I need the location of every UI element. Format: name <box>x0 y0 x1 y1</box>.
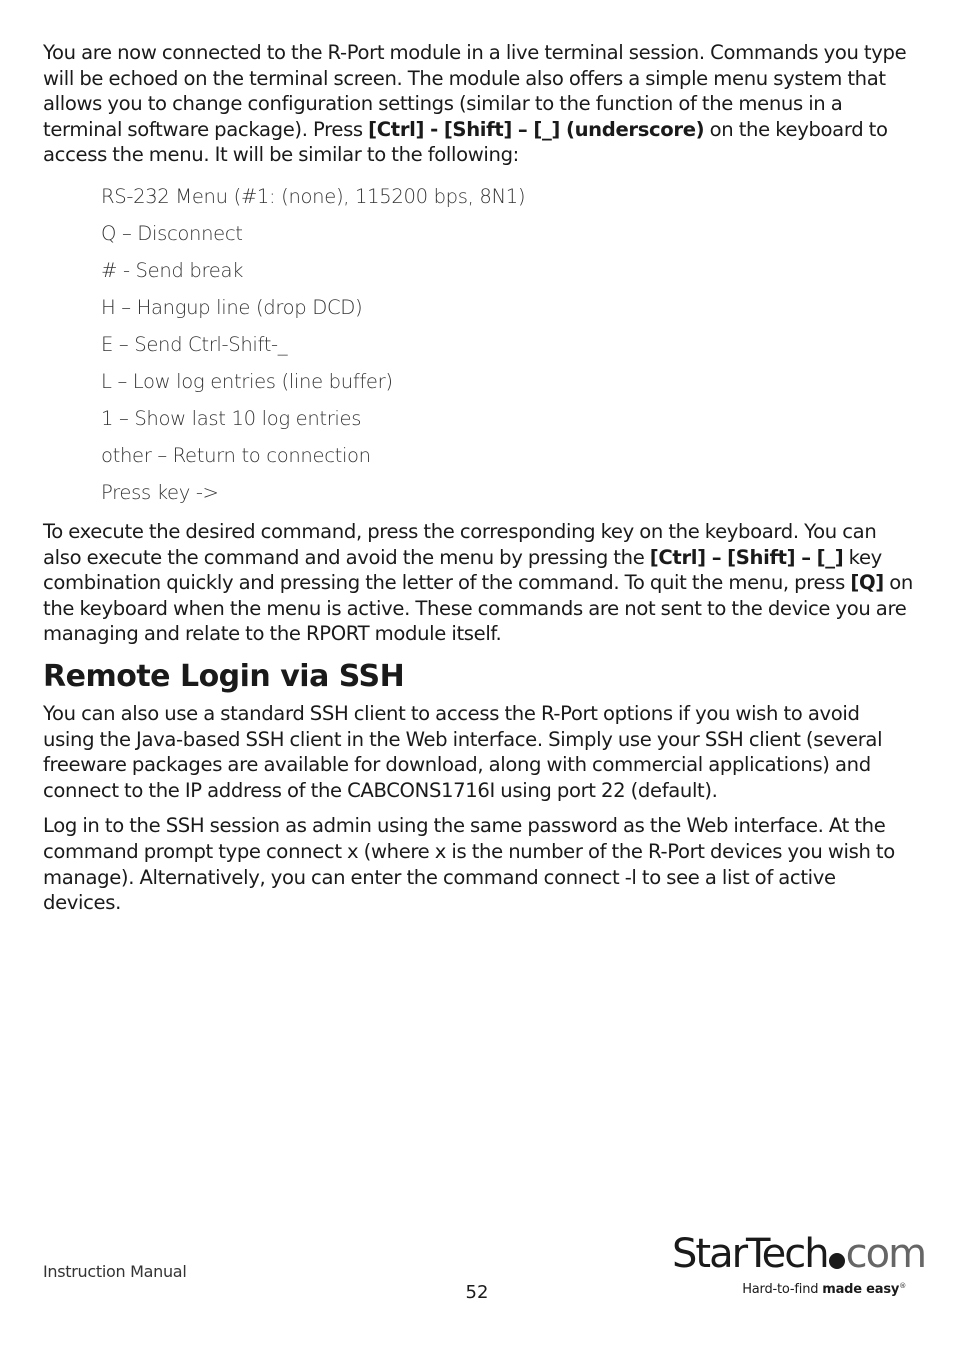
intro-text-1: You are now connected to the R-Port module in a live terminal session. Commands you type will be echoed on the terminal screen. The module also offers a simple menu system that allows you to change configuration settings (similar to the function of the menus in a terminal software package). Press <box>43 41 907 141</box>
tagline-bold: made easy <box>822 1282 900 1297</box>
startech-logo <box>672 1230 926 1305</box>
execute-text-1: To execute the desired command, press the corresponding key on the keyboard. You can also execute the command and avoid the menu by pressing the <box>43 519 877 569</box>
page-content <box>43 40 913 926</box>
section-heading: Remote Login via SSH <box>43 658 405 694</box>
ssh-paragraph-1: You can also use a standard SSH client to access the R-Port options if you wish to avoid using the Java-based SSH client in the Web interface. Simply use your SSH client (several freeware packages are available for download, along with commercial applications) and connect to the IP address of the CABCONS1716I using port 22 (default). <box>43 701 883 802</box>
logo-dot-icon <box>829 1253 845 1269</box>
menu-line-send-break: # - Send break <box>101 258 244 282</box>
menu-line-title: RS-232 Menu (#1: (none), 115200 bps, 8N1) <box>101 184 526 208</box>
tagline-light: Hard-to-find <box>742 1282 823 1297</box>
logo-word-star: StarTech <box>672 1231 828 1277</box>
logo-word-com: com <box>845 1231 926 1277</box>
menu-line-disconnect: Q – Disconnect <box>101 221 243 245</box>
registered-mark: ® <box>899 1282 906 1290</box>
intro-key-combo: [Ctrl] - [Shift] – [_] (underscore) <box>368 117 705 141</box>
footer-label: Instruction Manual <box>43 1262 187 1281</box>
menu-line-show-log: 1 – Show last 10 log entries <box>101 406 362 430</box>
rs232-menu-listing <box>43 178 913 511</box>
menu-line-return: other – Return to connection <box>101 443 371 467</box>
menu-line-press-key: Press key -> <box>101 480 219 504</box>
intro-paragraph <box>43 40 913 168</box>
execute-paragraph <box>43 519 913 647</box>
execute-text-3: on the keyboard when the menu is active. These commands are not sent to the device you are managing and relate to the RPORT module itself. <box>43 571 913 646</box>
page-number: 52 <box>465 1282 489 1303</box>
intro-text-2: on the keyboard to access the menu. It will be similar to the following: <box>43 117 888 167</box>
menu-line-send-ctrl-shift: E – Send Ctrl-Shift-_ <box>101 332 288 356</box>
menu-line-hangup: H – Hangup line (drop DCD) <box>101 295 363 319</box>
execute-text-2: key combination quickly and pressing the letter of the command. To quit the menu, press <box>43 545 882 595</box>
logo-wordmark <box>672 1230 925 1278</box>
ssh-paragraph-2: Log in to the SSH session as admin using the same password as the Web interface. At the command prompt type connect x (where x is the number of the R-Port devices you wish to manage). Alternatively, you can enter the command connect -l to see a list of active devices. <box>43 814 895 915</box>
menu-line-low-log: L – Low log entries (line buffer) <box>101 369 393 393</box>
logo-tagline <box>742 1282 906 1297</box>
execute-quit-key: [Q] <box>850 571 884 595</box>
execute-key-combo: [Ctrl] – [Shift] – [_] <box>649 545 844 569</box>
